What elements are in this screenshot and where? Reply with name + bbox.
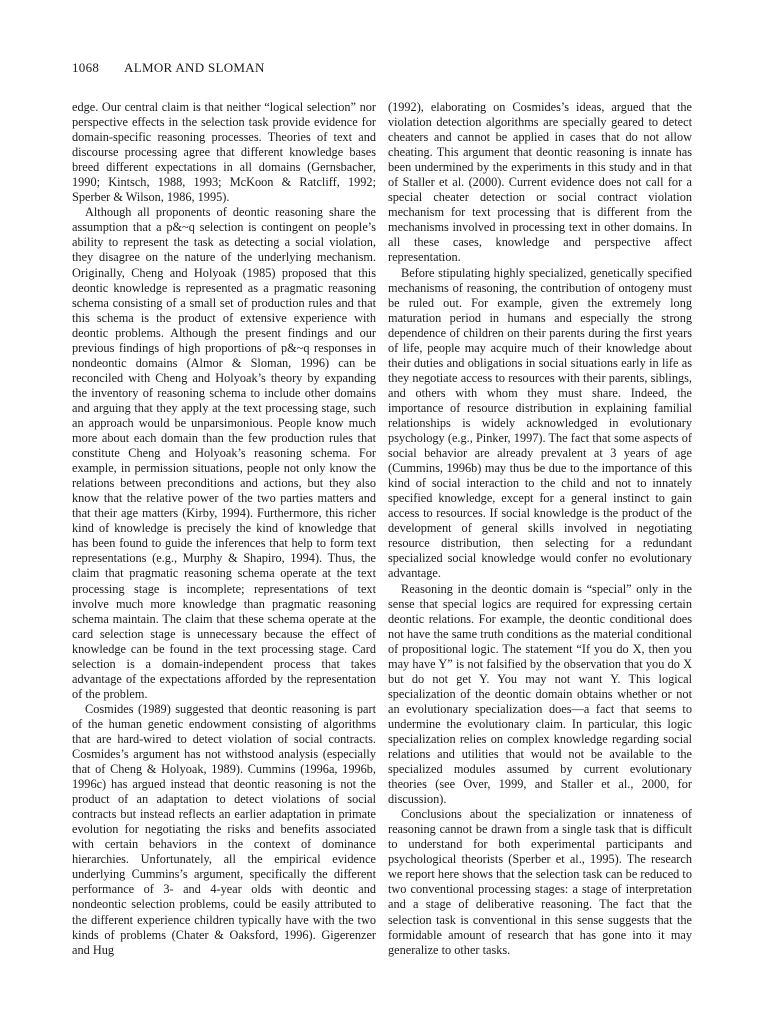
paragraph: Although all proponents of deontic reasoning share the assumption that a p&~q selection is contingent on people’s ability to represent the task as detecting a social violation, they disagree on the nature of the underlying mechanism. Originally, Cheng and Holyoak (1985) proposed that this deontic knowledge is represented as a pragmatic reasoning schema consisting of a small set of production rules and that this schema is the product of extensive experience with deontic problems. Although the present findings and our previous findings of high proportions of p&~q responses in nondeontic domains (Almor & Sloman, 1996) can be reconciled with Cheng and Holyoak’s theory by expanding the inventory of reasoning schema to include other domains and arguing that they apply at the text processing stage, such an approach would be unparsimonious. People know much more about each domain than the few production rules that constitute Cheng and Holyoak’s reasoning schema. For example, in permission situations, people not only know the relations between preconditions and actions, but they also know that the relative power of the two parties matters and that their age matters (Kirby, 1994). Furthermore, this richer kind of knowledge is precisely the kind of knowledge that has been found to guide the inferences that help to form text representations (e.g., Murphy & Shapiro, 1994). Thus, the claim that pragmatic reasoning schema operate at the text processing stage is incomplete; representations of text involve much more knowledge than pragmatic reasoning schema maintain. The claim that these schema operate at the card selection stage is unnecessary because the effect of knowledge can be found in the text processing stage. Card selection is a domain-independent process that takes advantage of the expectations afforded by the representation of the problem. [72, 205, 376, 701]
page-number: 1068 [72, 60, 100, 75]
paragraph: Reasoning in the deontic domain is “special” only in the sense that special logics are required for expressing certain deontic relations. For example, the deontic conditional does not have the same truth conditions as the material conditional of propositional logic. The statement “If you do X, then you may have Y” is not falsified by the observation that you do X but do not get Y. You may not want Y. This logical specialization of the deontic domain obtains whether or not an evolutionary specialization does—a fact that seems to undermine the evolutionary claim. In particular, this logic specialization relies on complex knowledge regarding social relations and utilities that would not be available to the specialized modules assumed by current evolutionary theories (see Over, 1999, and Staller et al., 2000, for discussion). [388, 581, 692, 807]
paragraph: Cosmides (1989) suggested that deontic reasoning is part of the human genetic endowment consisting of algorithms that are hard-wired to detect violation of social contracts. Cosmides’s argument has not withstood analysis (especially that of Cheng & Holyoak, 1989). Cummins (1996a, 1996b, 1996c) has argued instead that deontic reasoning is not the product of an adaptation to detect violations of social contracts but instead reflects an earlier adaptation in primate evolution for negotiating the risks and benefits associated with certain behaviors in the context of dominance hierarchies. Unfortunately, all the empirical evidence underlying Cummins’s argument, specifically the different performance of 3- and 4-year olds with deontic and nondeontic selection problems, could be easily attributed to the different experience children typically have with the two kinds of problems (Chater & Oaksford, 1996). Gigerenzer and Hug [72, 701, 376, 957]
paragraph: Conclusions about the specialization or innateness of reasoning cannot be drawn from a single task that is difficult to understand for both experimental participants and psychological theorists (Sperber et al., 1995). The research we report here shows that the selection task can be reduced to two conventional processing stages: a stage of interpretation and a stage of deliberative reasoning. The fact that the selection task is conventional in this sense suggests that the formidable amount of research that has gone into it may generalize to other tasks. [388, 807, 692, 957]
paragraph: Before stipulating highly specialized, genetically specified mechanisms of reasoning, the contribution of ontogeny must be ruled out. For example, given the extremely long maturation period in humans and especially the strong dependence of children on their parents during the first years of life, people may acquire much of their knowledge about their duties and obligations in social situations early in life as they negotiate access to resources with their parents, siblings, and others with whom they must share. Indeed, the importance of resource distribution in explaining familial relationships is widely acknowledged in evolutionary psychology (e.g., Pinker, 1997). The fact that some aspects of social behavior are already prevalent at 3 years of age (Cummins, 1996b) may thus be due to the importance of this kind of social interaction to the child and not to innately specified knowledge, except for a general instinct to gain access to resources. If social knowledge is the product of the development of general skills involved in negotiating resource distribution, then selecting for a redundant specialized social knowledge would confer no evolutionary advantage. [388, 265, 692, 581]
running-head [72, 60, 265, 76]
right-column [388, 100, 692, 958]
left-column [72, 100, 376, 958]
paragraph: edge. Our central claim is that neither “logical selection” nor perspective effects in the selection task provide evidence for domain-specific reasoning processes. Theories of text and discourse processing agree that different knowledge bases breed different expectations in all domains (Gernsbacher, 1990; Kintsch, 1988, 1993; McKoon & Ratcliff, 1992; Sperber & Wilson, 1986, 1995). [72, 100, 376, 205]
paragraph: (1992), elaborating on Cosmides’s ideas, argued that the violation detection algorithms are specially geared to detect cheaters and cannot be applied in cases that do not allow cheating. This argument that deontic reasoning is innate has been undermined by the experiments in this study and in that of Staller et al. (2000). Current evidence does not call for a special cheater detection or social contract violation mechanism for text processing that is different from the mechanisms involved in processing text in other domains. In all these cases, knowledge and perspective affect representation. [388, 100, 692, 265]
running-title: ALMOR AND SLOMAN [124, 60, 265, 75]
